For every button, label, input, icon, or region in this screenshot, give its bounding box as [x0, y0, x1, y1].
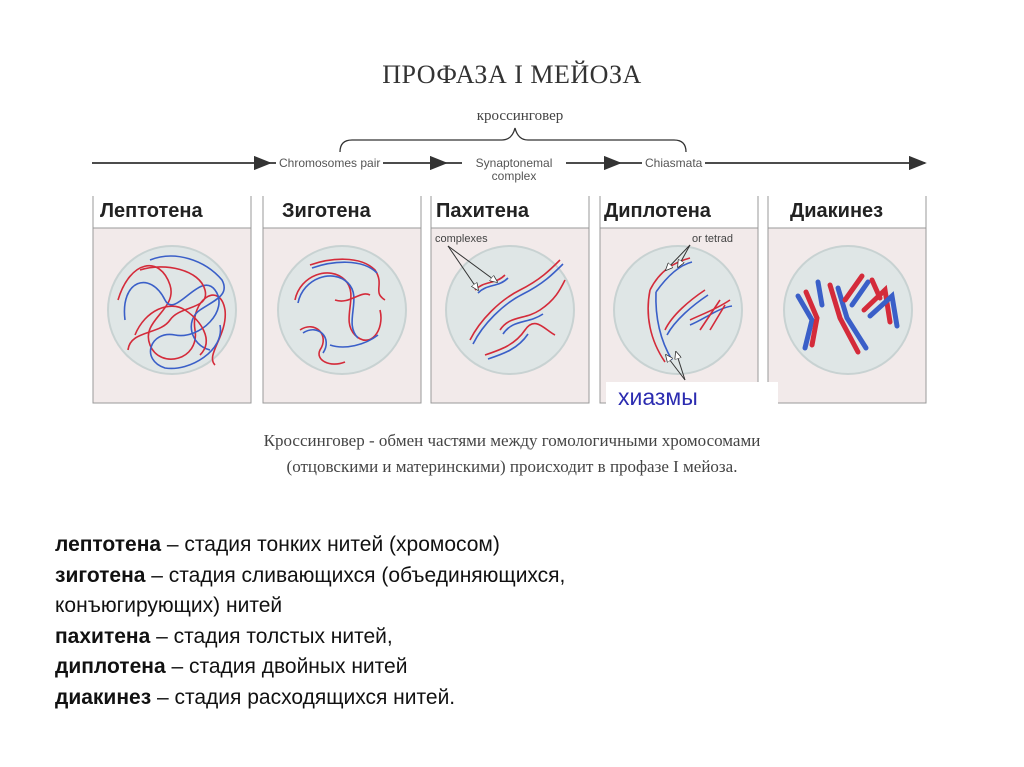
stage-name-diplotene: Диплотена [604, 200, 711, 222]
definition-text: – стадия двойных нитей [165, 655, 408, 678]
arrow-label-chiasmata: Chiasmata [642, 157, 705, 170]
stage-definitions [55, 530, 995, 713]
diagram-title: ПРОФАЗА I МЕЙОЗА [382, 60, 642, 89]
crossing-over-brace [340, 128, 686, 152]
stage-name-pachytene: Пахитена [436, 200, 530, 222]
arrow-label-chromosomes-pair: Chromosomes pair [276, 157, 383, 170]
definition-row [55, 652, 995, 683]
chiasmata-label: хиазмы [606, 382, 778, 412]
definition-text: – стадия толстых нитей, [150, 624, 393, 648]
definition-term: лептотена [55, 533, 162, 556]
definition-term: пахитена [55, 624, 151, 648]
definition-text: конъюгирующих) нитей [55, 594, 283, 617]
definition-text: – стадия сливающихся (объединяющихся, [145, 563, 566, 587]
definition-row [55, 683, 995, 714]
caption-line-1: Кроссинговер - обмен частями между гомологичными хромосомами [263, 431, 761, 450]
definition-row [55, 622, 995, 653]
definition-term: диплотена [55, 655, 166, 678]
definition-text: – стадия тонких нитей (хромосом) [161, 533, 500, 556]
diagram-caption [0, 428, 1024, 480]
definition-row [55, 591, 995, 622]
note-diplotene: or tetrad [692, 233, 733, 245]
definition-row [55, 561, 995, 592]
arrow-label-synaptonemal-complex: Synaptonemal complex [462, 157, 566, 183]
note-pachytene: complexes [435, 233, 488, 245]
stage-name-diakinesis: Диакинез [790, 200, 884, 222]
stage-name-zygotene: Зиготена [282, 200, 371, 222]
definition-term: зиготена [55, 563, 146, 587]
caption-line-2: (отцовскими и материнскими) происходит в профазе I мейоза. [286, 457, 738, 476]
crossing-over-label: кроссинговер [476, 108, 564, 124]
nucleus-zygotene [278, 246, 406, 374]
stage-name-leptotene: Лептотена [100, 200, 203, 222]
definition-text: – стадия расходящихся нитей. [151, 685, 456, 709]
definition-term: диакинез [55, 685, 152, 709]
definition-row [55, 530, 995, 561]
